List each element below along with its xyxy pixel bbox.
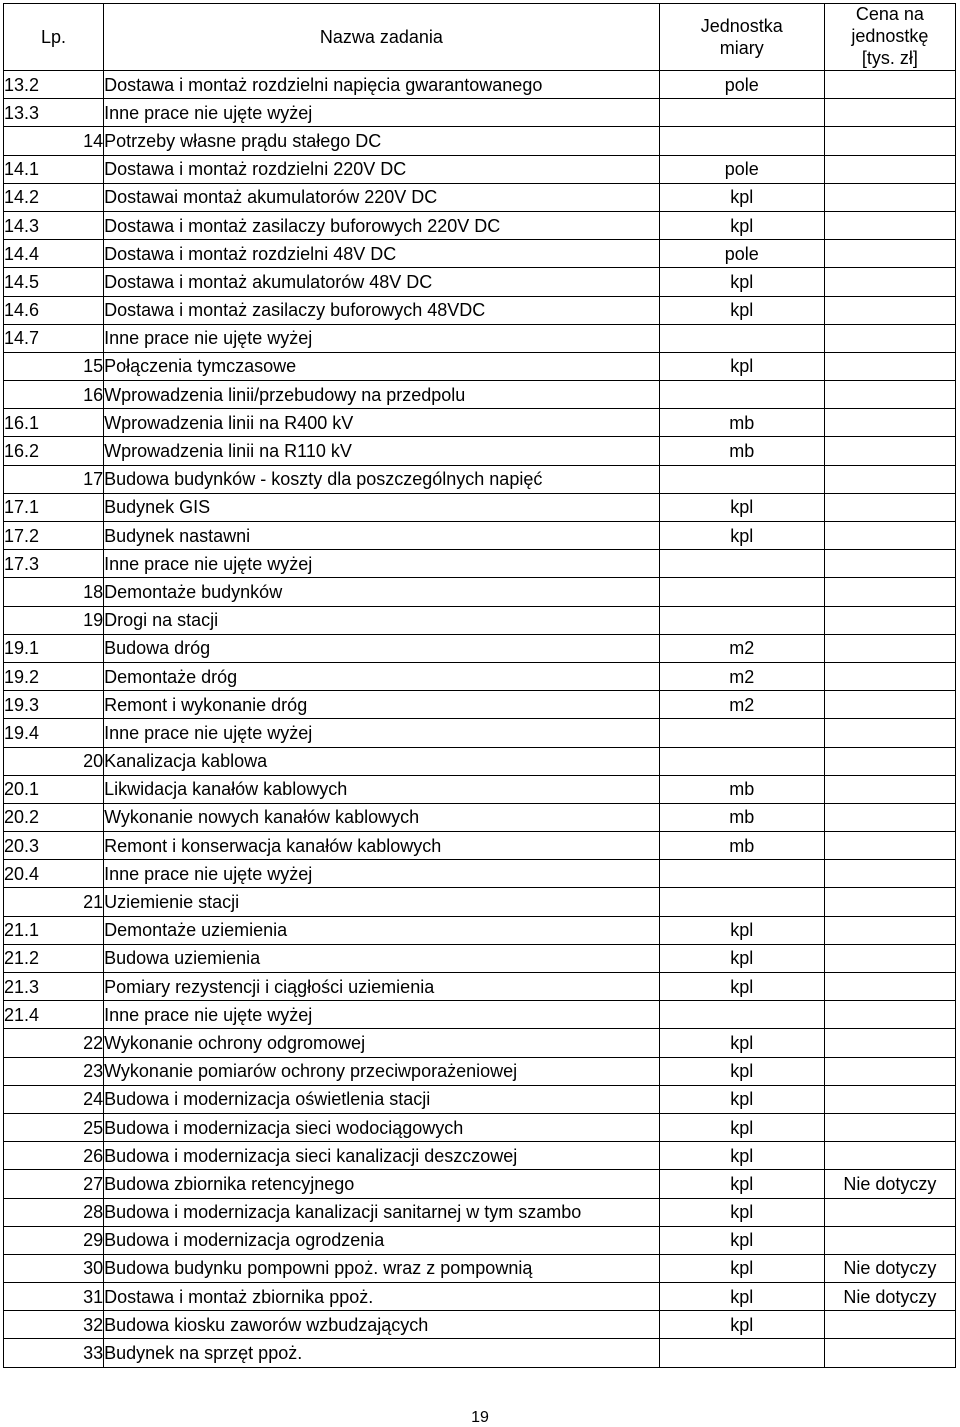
row-lp: 22 [4,1029,104,1057]
table-row [4,606,956,634]
row-unit: mb [659,437,824,465]
row-name: Budynek nastawni [104,522,660,550]
row-name: Wykonanie ochrony odgromowej [104,1029,660,1057]
row-unit: m2 [659,634,824,662]
table-row [4,1254,956,1282]
row-name: Wykonanie nowych kanałów kablowych [104,803,660,831]
row-price [824,888,955,916]
table-row [4,747,956,775]
row-name: Inne prace nie ujęte wyżej [104,719,660,747]
row-lp: 13.3 [4,99,104,127]
table-row [4,71,956,99]
table-row [4,522,956,550]
row-unit: mb [659,803,824,831]
row-price [824,493,955,521]
row-price [824,916,955,944]
row-name: Pomiary rezystencji i ciągłości uziemienia [104,973,660,1001]
row-price [824,1085,955,1113]
row-name: Drogi na stacji [104,606,660,634]
row-lp: 31 [4,1283,104,1311]
row-lp: 21.3 [4,973,104,1001]
table-row [4,324,956,352]
table-row [4,550,956,578]
table-row [4,803,956,831]
row-name: Demontaże budynków [104,578,660,606]
table-row [4,268,956,296]
row-price [824,775,955,803]
row-unit [659,719,824,747]
row-lp: 15 [4,352,104,380]
header-unit [659,4,824,71]
row-name: Budowa zbiornika retencyjnego [104,1170,660,1198]
table-row [4,944,956,972]
row-name: Kanalizacja kablowa [104,747,660,775]
row-lp: 30 [4,1254,104,1282]
row-price [824,381,955,409]
row-name: Likwidacja kanałów kablowych [104,775,660,803]
row-unit: kpl [659,493,824,521]
row-unit: kpl [659,296,824,324]
row-unit [659,1339,824,1367]
row-price [824,1057,955,1085]
row-name: Budowa kiosku zaworów wzbudzających [104,1311,660,1339]
row-price [824,465,955,493]
row-price [824,860,955,888]
row-price [824,71,955,99]
row-unit: kpl [659,352,824,380]
table-row [4,1283,956,1311]
table-row [4,832,956,860]
header-unit-label: Jednostka miary [700,16,783,58]
table-row [4,888,956,916]
table-row [4,973,956,1001]
row-lp: 20.3 [4,832,104,860]
row-unit: kpl [659,1254,824,1282]
row-price: Nie dotyczy [824,1254,955,1282]
row-lp: 16.1 [4,409,104,437]
row-lp: 14.1 [4,155,104,183]
row-unit: pole [659,71,824,99]
row-unit: kpl [659,268,824,296]
row-unit: kpl [659,522,824,550]
row-lp: 14.6 [4,296,104,324]
table-row [4,1085,956,1113]
row-price [824,522,955,550]
row-unit: kpl [659,211,824,239]
table-row [4,1057,956,1085]
row-price [824,1142,955,1170]
row-lp: 17.3 [4,550,104,578]
row-unit [659,860,824,888]
table-row [4,240,956,268]
row-lp: 16 [4,381,104,409]
row-unit [659,99,824,127]
row-lp: 32 [4,1311,104,1339]
row-price [824,183,955,211]
table-row [4,465,956,493]
table-header-row [4,4,956,71]
table-row [4,1311,956,1339]
row-name: Uziemienie stacji [104,888,660,916]
row-price [824,747,955,775]
row-price [824,99,955,127]
table-row [4,211,956,239]
row-name: Budowa i modernizacja oświetlenia stacji [104,1085,660,1113]
row-name: Wprowadzenia linii na R110 kV [104,437,660,465]
table-row [4,409,956,437]
row-unit: kpl [659,944,824,972]
row-name: Inne prace nie ujęte wyżej [104,550,660,578]
row-name: Inne prace nie ujęte wyżej [104,99,660,127]
table-row [4,916,956,944]
row-lp: 19.4 [4,719,104,747]
row-name: Dostawa i montaż zasilaczy buforowych 48VDC [104,296,660,324]
row-name: Remont i konserwacja kanałów kablowych [104,832,660,860]
row-name: Budowa i modernizacja sieci wodociągowych [104,1113,660,1141]
row-unit [659,888,824,916]
row-lp: 20 [4,747,104,775]
table-body [4,71,956,1368]
row-unit: kpl [659,1283,824,1311]
row-lp: 27 [4,1170,104,1198]
table-row [4,775,956,803]
row-unit: m2 [659,691,824,719]
row-price [824,662,955,690]
table-row [4,1226,956,1254]
row-lp: 19.1 [4,634,104,662]
row-price [824,268,955,296]
row-lp: 19 [4,606,104,634]
row-unit [659,606,824,634]
table-row [4,662,956,690]
row-name: Wykonanie pomiarów ochrony przeciwporażeniowej [104,1057,660,1085]
row-unit: mb [659,409,824,437]
cost-table [3,3,956,1368]
row-unit: pole [659,240,824,268]
row-name: Dostawai montaż akumulatorów 220V DC [104,183,660,211]
row-price [824,296,955,324]
row-unit [659,127,824,155]
row-unit [659,578,824,606]
header-lp: Lp. [4,4,104,71]
table-row [4,860,956,888]
row-unit: kpl [659,1170,824,1198]
row-unit: mb [659,832,824,860]
row-unit: kpl [659,1085,824,1113]
row-lp: 20.1 [4,775,104,803]
row-unit [659,381,824,409]
row-lp: 33 [4,1339,104,1367]
row-price [824,127,955,155]
row-name: Wprowadzenia linii/przebudowy na przedpolu [104,381,660,409]
table-row [4,1029,956,1057]
table-row [4,352,956,380]
row-name: Budowa uziemienia [104,944,660,972]
row-lp: 14.2 [4,183,104,211]
row-price: Nie dotyczy [824,1170,955,1198]
table-row [4,296,956,324]
table-row [4,99,956,127]
row-name: Dostawa i montaż rozdzielni napięcia gwarantowanego [104,71,660,99]
table-row [4,127,956,155]
row-price [824,1311,955,1339]
row-price [824,240,955,268]
row-unit [659,550,824,578]
row-lp: 20.2 [4,803,104,831]
row-price [824,803,955,831]
row-lp: 20.4 [4,860,104,888]
row-name: Dostawa i montaż zbiornika ppoż. [104,1283,660,1311]
row-lp: 25 [4,1113,104,1141]
row-lp: 14.3 [4,211,104,239]
row-unit: kpl [659,1226,824,1254]
row-price [824,578,955,606]
row-price [824,324,955,352]
row-lp: 23 [4,1057,104,1085]
row-name: Remont i wykonanie dróg [104,691,660,719]
row-price [824,944,955,972]
table-row [4,1142,956,1170]
row-name: Dostawa i montaż rozdzielni 48V DC [104,240,660,268]
row-name: Potrzeby własne prądu stałego DC [104,127,660,155]
row-lp: 13.2 [4,71,104,99]
row-lp: 21.2 [4,944,104,972]
row-lp: 16.2 [4,437,104,465]
row-lp: 14.7 [4,324,104,352]
row-name: Budynek na sprzęt ppoż. [104,1339,660,1367]
row-lp: 24 [4,1085,104,1113]
row-lp: 17 [4,465,104,493]
row-lp: 21.4 [4,1001,104,1029]
row-price [824,1113,955,1141]
row-name: Budowa i modernizacja sieci kanalizacji deszczowej [104,1142,660,1170]
row-name: Inne prace nie ujęte wyżej [104,1001,660,1029]
row-price [824,550,955,578]
row-name: Budowa budynku pompowni ppoż. wraz z pompownią [104,1254,660,1282]
row-name: Inne prace nie ujęte wyżej [104,324,660,352]
row-name: Budynek GIS [104,493,660,521]
row-price [824,1001,955,1029]
row-name: Budowa dróg [104,634,660,662]
row-price [824,691,955,719]
row-name: Połączenia tymczasowe [104,352,660,380]
table-row [4,1198,956,1226]
row-price [824,155,955,183]
row-unit: kpl [659,1198,824,1226]
row-name: Dostawa i montaż akumulatorów 48V DC [104,268,660,296]
row-lp: 21.1 [4,916,104,944]
table-row [4,634,956,662]
row-name: Demontaże dróg [104,662,660,690]
row-name: Dostawa i montaż rozdzielni 220V DC [104,155,660,183]
row-unit: kpl [659,1311,824,1339]
row-unit: kpl [659,1057,824,1085]
row-price [824,1339,955,1367]
row-price [824,352,955,380]
row-lp: 17.1 [4,493,104,521]
row-lp: 18 [4,578,104,606]
row-lp: 29 [4,1226,104,1254]
table-row [4,183,956,211]
row-unit [659,747,824,775]
row-unit: pole [659,155,824,183]
row-price [824,832,955,860]
row-name: Dostawa i montaż zasilaczy buforowych 220V DC [104,211,660,239]
row-price [824,437,955,465]
row-unit: m2 [659,662,824,690]
table-row [4,1170,956,1198]
row-price [824,606,955,634]
row-name: Budowa i modernizacja kanalizacji sanitarnej w tym szambo [104,1198,660,1226]
row-price [824,211,955,239]
row-lp: 19.2 [4,662,104,690]
row-unit [659,324,824,352]
row-price [824,409,955,437]
row-lp: 14.5 [4,268,104,296]
header-price [824,4,955,71]
row-lp: 26 [4,1142,104,1170]
table-row [4,1113,956,1141]
page-number: 19 [471,1409,489,1426]
table-row [4,381,956,409]
row-unit: kpl [659,916,824,944]
row-name: Inne prace nie ujęte wyżej [104,860,660,888]
header-price-label: Cena na jednostkę [tys. zł] [851,4,929,68]
table-row [4,1339,956,1367]
row-unit [659,1001,824,1029]
row-lp: 19.3 [4,691,104,719]
row-price [824,973,955,1001]
row-price: Nie dotyczy [824,1283,955,1311]
row-unit: kpl [659,973,824,1001]
row-price [824,1029,955,1057]
row-price [824,719,955,747]
table-row [4,719,956,747]
table-row [4,578,956,606]
row-unit: kpl [659,1029,824,1057]
row-unit: mb [659,775,824,803]
table-row [4,437,956,465]
row-name: Budowa i modernizacja ogrodzenia [104,1226,660,1254]
row-name: Demontaże uziemienia [104,916,660,944]
row-unit [659,465,824,493]
header-name: Nazwa zadania [104,4,660,71]
table-row [4,493,956,521]
row-lp: 17.2 [4,522,104,550]
row-unit: kpl [659,183,824,211]
row-lp: 28 [4,1198,104,1226]
table-row [4,1001,956,1029]
table-row [4,691,956,719]
table-row [4,155,956,183]
row-price [824,1226,955,1254]
row-lp: 14.4 [4,240,104,268]
row-lp: 21 [4,888,104,916]
row-name: Wprowadzenia linii na R400 kV [104,409,660,437]
row-name: Budowa budynków - koszty dla poszczególnych napięć [104,465,660,493]
row-price [824,1198,955,1226]
row-unit: kpl [659,1142,824,1170]
row-price [824,634,955,662]
row-lp: 14 [4,127,104,155]
row-unit: kpl [659,1113,824,1141]
